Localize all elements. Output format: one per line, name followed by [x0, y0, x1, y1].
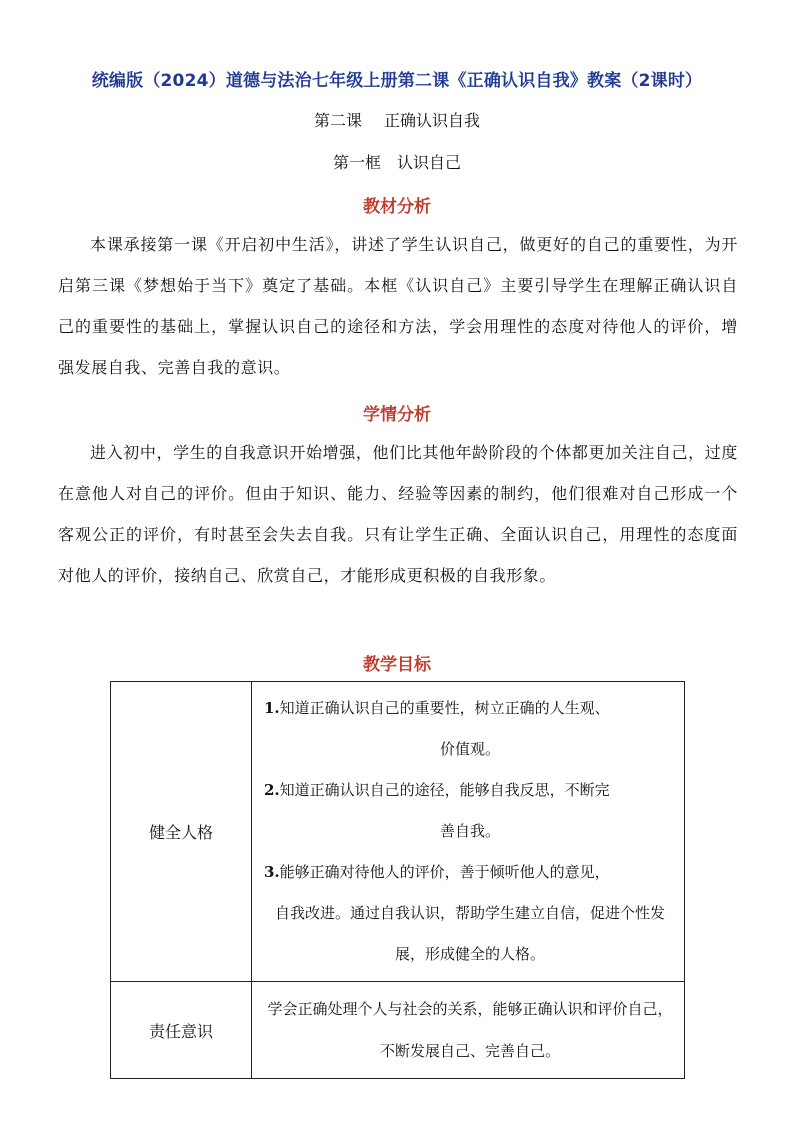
textbook-analysis-paragraph: 本课承接第一课《开启初中生活》，讲述了学生认识自己，做更好的自己的重要性，为开启第三课《梦想始于当下》奠定了基础。本框《认识自己》主要引导学生在理解正确认识自己的重要性的基础上，掌握认识自己的途径和方法，学会用理性的态度对待他人的评价，增强发展自我、完善自我的意识。: [58, 235, 738, 377]
goal-item: [264, 852, 676, 975]
frame-title: [0, 150, 794, 173]
goal-item: [264, 770, 676, 852]
lesson-label: 第二课: [313, 111, 362, 130]
student-analysis-paragraph: 进入初中，学生的自我意识开始增强，他们比其他年龄阶段的个体都更加关注自己，过度在意他人对自己的评价。但由于知识、能力、经验等因素的制约，他们很难对自己形成一个客观公正的评价，有时甚至会失去自我。只有让学生正确、全面认识自己，用理性的态度面对他人的评价，接纳自己、欣赏自己，才能形成更积极的自我形象。: [58, 443, 738, 585]
goal-item-continuation: 善自我。: [439, 822, 500, 840]
lesson-title: [0, 108, 794, 131]
table-row: [111, 682, 685, 982]
teaching-goals-table: [110, 681, 685, 1079]
teaching-goals-heading: 教学目标: [363, 655, 431, 675]
goal-category-cell: 健全人格: [111, 682, 252, 982]
goal-description-cell: [252, 682, 685, 982]
goal-item: [264, 688, 676, 770]
goal-item-number: 3.: [264, 863, 280, 881]
student-analysis-heading: 学情分析: [363, 405, 431, 425]
frame-label: 第一框: [332, 153, 381, 172]
goal-item-continuation: 价值观。: [439, 740, 500, 758]
textbook-analysis-heading: 教材分析: [363, 197, 431, 217]
goal-item-number: 1.: [264, 699, 280, 717]
goal-item-text: 知道正确认识自己的重要性，树立正确的人生观、: [279, 699, 610, 717]
document-title: 统编版（2024）道德与法治七年级上册第二课《正确认识自我》教案（2课时）: [91, 71, 703, 91]
table-row: [111, 982, 685, 1079]
goal-item-text: 知道正确认识自己的途径，能够自我反思，不断完: [279, 781, 610, 799]
goal-item-text: 学会正确处理个人与社会的关系，能够正确认识和评价自己，不断发展自己、完善自己。: [267, 1000, 673, 1060]
goal-item-continuation: 自我改进。通过自我认识，帮助学生建立自信，促进个性发展，形成健全的人格。: [274, 904, 665, 963]
frame-name: 认识自己: [397, 153, 462, 172]
goal-item-number: 2.: [264, 781, 280, 799]
lesson-name: 正确认识自我: [384, 111, 481, 130]
goal-category-cell: 责任意识: [111, 982, 252, 1079]
goal-description-cell: [252, 982, 685, 1079]
goal-item-text: 能够正确对待他人的评价，善于倾听他人的意见，: [279, 863, 610, 881]
